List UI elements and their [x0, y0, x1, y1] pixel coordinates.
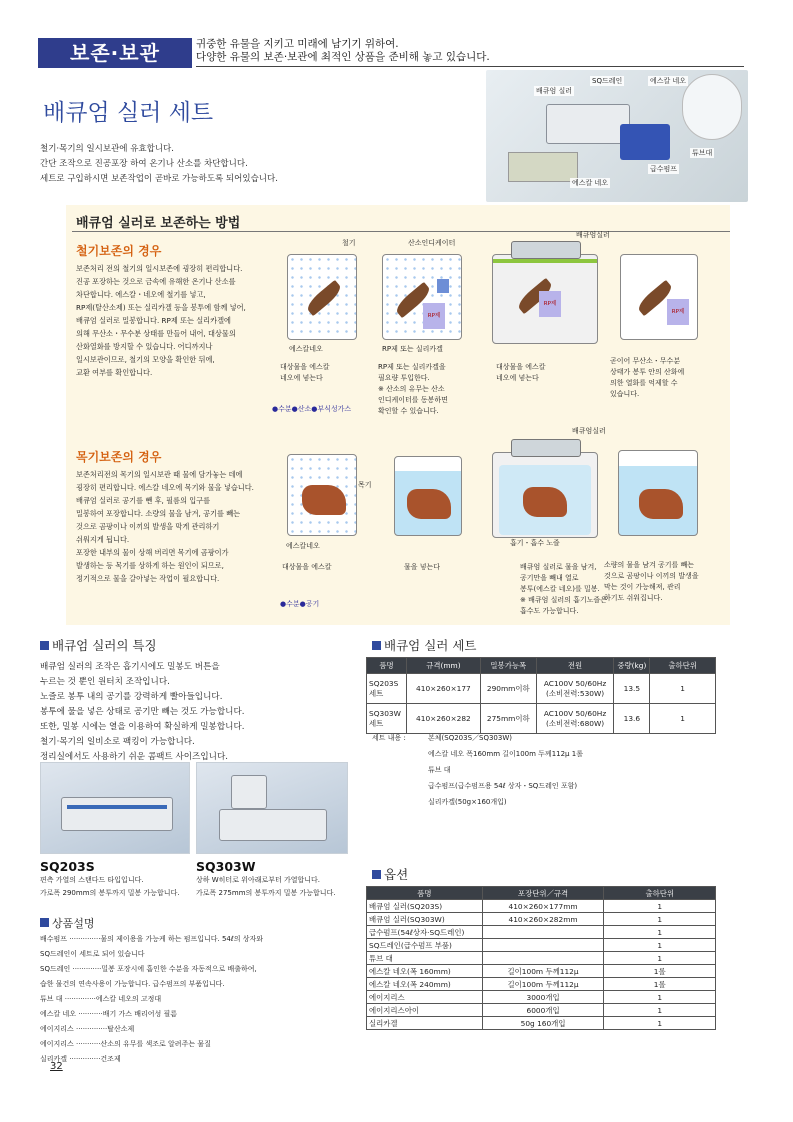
step-line: 배큐엄 실러로 물을 남겨,	[520, 563, 597, 571]
set-content-line: 실리카겔(50g×160개입)	[428, 798, 507, 806]
step-line: 있습니다.	[610, 390, 640, 398]
step-line: 봉투(에스칼 네오)를 밀봉.	[520, 585, 600, 593]
parts-heading-text: 상품설명	[52, 917, 95, 930]
rp-agent: RP제	[667, 299, 689, 325]
cell-name	[367, 674, 407, 704]
cell-item: 에이지리스아이	[367, 1004, 483, 1017]
intro-line: 철기·목기의 일시보관에 유효합니다.	[40, 144, 174, 154]
cell-item: SQ드레인(급수펌프 부품)	[367, 939, 483, 952]
label-nylon: 에스칼네오	[289, 345, 323, 353]
set-table	[366, 657, 716, 734]
set-content-line: 급수펌프(급수펌프용 54ℓ 상자・SQ드레인 포함)	[428, 782, 578, 790]
col-header: 규격(mm)	[406, 658, 480, 674]
cell-weight: 13.6	[614, 704, 650, 734]
rp-agent: RP제	[539, 291, 561, 317]
step-line: 물을 넣는다	[404, 563, 441, 571]
feature-line: 누르는 것 뿐인 원터치 조작입니다.	[40, 677, 170, 687]
cell-unit: 1	[604, 913, 716, 926]
product-desc-line: 가로폭 275mm의 봉투까지 밀봉 가능합니다.	[196, 889, 336, 897]
iron-para-line: 교환 여부를 확인합니다.	[76, 368, 153, 377]
step-line: 막는 것이 가능해져, 관리	[604, 583, 681, 591]
iron-bag-step2	[382, 254, 462, 340]
product-desc-line: 편측 가열의 스탠다드 타입입니다.	[40, 876, 144, 884]
header-desc-line: 귀중한 유물을 지키고 미래에 남기기 위하여.	[196, 38, 399, 50]
cell-spec	[482, 952, 604, 965]
feature-line: 철기·목기의 일비소로 팩킹이 가능합니다.	[40, 737, 195, 747]
sq303w-body	[219, 809, 327, 841]
product-desc-line: 가로폭 290mm의 봉투까지 밀봉 가능합니다.	[40, 889, 180, 897]
bullet-square-icon	[372, 870, 381, 879]
wood-bag-step2	[394, 456, 462, 536]
category-badge: 보존·보관	[38, 38, 192, 68]
cell-unit: 1	[604, 939, 716, 952]
col-header: 출하단위	[650, 658, 716, 674]
bullet-square-icon	[40, 918, 49, 927]
step-line: 의한 열화를 억제할 수	[610, 379, 678, 387]
cell-item: 에스칼 네오(폭 240mm)	[367, 978, 483, 991]
cell-spec: 길이100m 두께112μ	[482, 965, 604, 978]
cell-item: 실리카겔	[367, 1017, 483, 1030]
table-row	[367, 978, 716, 991]
label-indicator: 산소인디케이터	[408, 239, 456, 247]
cell-line: 세트	[369, 718, 384, 728]
set-contents-label: 세트 내용 :	[372, 734, 406, 742]
sq303w-desc	[196, 874, 336, 900]
iron-step-1	[280, 362, 330, 384]
step-line: 대상물을 에스칼	[280, 363, 330, 371]
cell-power	[536, 674, 614, 704]
wood-artifact	[407, 489, 451, 519]
wood-para-line: 쉬워지게 됩니다.	[76, 535, 130, 544]
callout-tube: 튜브대	[692, 149, 713, 157]
feature-line: 또한, 밀봉 시에는 열을 이용하여 확실하게 밀봉합니다.	[40, 722, 245, 732]
cell-unit: 1	[650, 704, 716, 734]
page-title: 배큐엄 실러 세트	[43, 100, 214, 126]
feature-line: 배큐엄 실러의 조작은 흡기시에도 밀봉도 버튼을	[40, 662, 220, 672]
iron-para-line: 배큐엄 실러로 밀봉합니다. RP제 또는 실리카겔에	[76, 316, 231, 325]
product-name: SQ203S	[40, 859, 95, 874]
options-heading-text: 옵션	[384, 867, 409, 882]
step-line: 소량의 물을 남겨 공기를 빼는	[604, 561, 695, 569]
wood-bag-step4	[618, 450, 698, 536]
step-line: 상태가 봉투 안의 산화에	[610, 368, 685, 376]
bag-illustration	[508, 152, 578, 182]
cell-line: SQ303W	[369, 708, 401, 718]
col-header: 포장단위／규격	[482, 887, 604, 900]
label-suction-nozzle: 흡기・흡수 노즐	[510, 539, 560, 547]
cell-unit: 1	[604, 926, 716, 939]
cell-item: 튜브 대	[367, 952, 483, 965]
feature-line: 정리실에서도 사용하기 쉬운 콤팩트 사이즈입니다.	[40, 752, 228, 762]
callout-nylon-2: 에스칼 네오	[572, 179, 609, 187]
wood-para-line: 포장한 내부의 물이 상해 버리면 목기에 곰팡이가	[76, 548, 229, 557]
cell-unit: 1	[604, 1004, 716, 1017]
iron-artifact	[304, 280, 344, 316]
label-nylon: 에스칼네오	[286, 542, 320, 550]
iron-step-2	[378, 362, 448, 417]
set-content-line: 본체(SQ203S／SQ303W)	[428, 734, 512, 742]
part-line: 에이지리스 ···········산소의 유무를 색조로 알려주는 물질	[40, 1040, 211, 1048]
table-row	[367, 965, 716, 978]
header-rule	[196, 66, 744, 67]
feature-line: 노즐로 봉투 내의 공기를 강력하게 빨아들입니다.	[40, 692, 223, 702]
label-sealer: 배큐엄실러	[572, 427, 606, 435]
features-heading-text: 배큐엄 실러의 특징	[52, 638, 157, 653]
wood-artifact	[302, 485, 346, 515]
sealer-wood-step3	[492, 452, 598, 538]
parts-heading	[40, 915, 95, 931]
col-header: 중량(kg)	[614, 658, 650, 674]
step-line: ※ 산소의 유무는 산소	[378, 385, 445, 393]
cell-weight: 13.5	[614, 674, 650, 704]
cell-unit: 1	[604, 900, 716, 913]
table-row	[367, 926, 716, 939]
cell-line: AC100V 50/60Hz	[543, 678, 607, 688]
wood-description	[76, 468, 254, 585]
cell-spec: 6000개입	[482, 1004, 604, 1017]
cell-unit: 1	[650, 674, 716, 704]
pump-illustration	[620, 124, 670, 160]
wood-step-4	[604, 560, 699, 604]
table-row	[367, 1004, 716, 1017]
sq203s-desc	[40, 874, 180, 900]
page-number: 32	[50, 1061, 63, 1072]
sealer-head	[511, 241, 581, 259]
iron-para-line: 일시보관이므로, 철기의 모양을 확인한 뒤에,	[76, 355, 215, 364]
set-heading	[372, 636, 476, 654]
iron-para-line: 진공 포장하는 것으로 금속에 유해한 온기나 산소를	[76, 277, 236, 286]
table-row	[367, 952, 716, 965]
header-description	[196, 38, 490, 64]
bullet-square-icon	[40, 641, 49, 650]
col-header: 품명	[367, 887, 483, 900]
how-to-title: 배큐엄 실러로 보존하는 방법	[76, 216, 241, 231]
wood-para-line: 발생하는 등 목기를 상하게 하는 원인이 되므로,	[76, 561, 224, 570]
part-line: 습한 물건의 연속사용이 가능합니다. 급수펌프의 부품입니다.	[40, 980, 225, 988]
part-line: SQ드레인이 세트로 되어 있습니다	[40, 950, 145, 958]
cell-line: (소비전력:680W)	[545, 718, 605, 728]
intro-line: 세트로 구입하시면 보존작업이 곧바로 가능하도록 되어있습니다.	[40, 174, 278, 184]
iron-description	[76, 262, 246, 379]
header-desc-line: 다양한 유물의 보존·보관에 최적인 상품을 준비해 놓고 있습니다.	[196, 51, 490, 63]
step-line: 확인할 수 있습니다.	[378, 407, 439, 415]
cell-item: 급수펌프(54ℓ상자·SQ드레인)	[367, 926, 483, 939]
cell-line: SQ203S	[369, 678, 399, 688]
iron-step-4	[610, 356, 684, 400]
step-line: 흡수도 가능합니다.	[520, 607, 579, 615]
parts-list	[40, 932, 263, 1067]
step-line: 네오에 넣는다	[280, 374, 323, 382]
features-text	[40, 660, 245, 765]
bullet-square-icon	[372, 641, 381, 650]
part-line: 에스칼 네오 ···········배기 가스 배리어성 필름	[40, 1010, 178, 1018]
table-row	[367, 1017, 716, 1030]
cell-spec: 길이100m 두께112μ	[482, 978, 604, 991]
cell-spec	[482, 926, 604, 939]
cell-line: AC100V 50/60Hz	[543, 708, 607, 718]
wood-para-line: 것으로 곰팡이나 이끼의 발생을 막게 관리하기	[76, 522, 220, 531]
table-row	[367, 939, 716, 952]
table-row	[367, 991, 716, 1004]
callout-nylon: 에스칼 네오	[650, 77, 687, 85]
cell-spec: 3000개입	[482, 991, 604, 1004]
cell-line: (소비전력:530W)	[545, 688, 605, 698]
cell-unit: 1롤	[604, 965, 716, 978]
callout-pump: 급수펌프	[650, 165, 678, 173]
iron-bag-step4	[620, 254, 698, 340]
part-line: 배수펌프 ··············물의 제이용을 가능케 하는 펌프입니다. 54ℓ의 상자와	[40, 935, 264, 943]
step-line: 하기도 쉬워집니다.	[604, 594, 663, 602]
product-desc-line: 상하 W히터로 위아래로부터 가열합니다.	[196, 876, 321, 884]
feature-line: 봉투에 물을 넣은 상태로 공기만 빼는 것도 가능합니다.	[40, 707, 245, 717]
intro-line: 간단 조작으로 진공포장 하여 온기나 산소를 차단합니다.	[40, 159, 248, 169]
iron-para-line: 산화열화를 방지할 수 있습니다. 어디까지나	[76, 342, 213, 351]
step-line: 대상물을 에스칼	[496, 363, 546, 371]
wood-para-line: 배큐엄 실러로 공기를 뺀 후, 필름의 입구를	[76, 496, 211, 505]
wood-step-1	[282, 562, 332, 573]
film-roll-illustration	[682, 74, 742, 140]
wood-artifact	[639, 489, 683, 519]
col-header: 출하단위	[604, 887, 716, 900]
sq203s-machine	[61, 797, 173, 831]
step-line: 곧이어 무산소・무수분	[610, 357, 681, 365]
sq303w-head	[231, 775, 267, 809]
col-header: 밀봉가능폭	[480, 658, 536, 674]
label-wood: 목기	[358, 481, 372, 489]
intro-text	[40, 142, 278, 187]
label-rp-silica: RP제 또는 실리카겔	[382, 345, 443, 353]
cell-item: 에스칼 네오(폭 160mm)	[367, 965, 483, 978]
wood-para-line: 정기적으로 물을 갈아넣는 작업이 필요합니다.	[76, 574, 220, 583]
cell-spec: 410×260×282mm	[482, 913, 604, 926]
cell-item: 배큐엄 실러(SQ303W)	[367, 913, 483, 926]
step-line: 공기만을 빼내 열로	[520, 574, 579, 582]
wood-artifact	[523, 487, 567, 517]
iron-para-line: 보존처리 전의 철기의 일시보존에 굉장히 편리합니다.	[76, 264, 243, 273]
cell-spec: 50g 160개입	[482, 1017, 604, 1030]
part-line: SQ드레인 ·············밀봉 포장시에 흡인한 수분을 자동적으로 배출하여,	[40, 965, 257, 973]
iron-step-3	[496, 362, 546, 384]
table-row	[367, 674, 716, 704]
sq303w-photo	[196, 762, 348, 854]
set-contents-list	[428, 730, 583, 810]
sealer-illustration	[546, 104, 630, 144]
cell-unit: 1	[604, 991, 716, 1004]
iron-bag-step1	[287, 254, 357, 340]
step-line: 인디케이터를 동봉하면	[378, 396, 448, 404]
cell-unit: 1롤	[604, 978, 716, 991]
rp-agent: RP제	[423, 303, 445, 329]
label-iron: 철기	[342, 239, 356, 247]
cell-unit: 1	[604, 1017, 716, 1030]
sealer-head	[511, 439, 581, 457]
cell-line: 세트	[369, 688, 384, 698]
iron-para-line: RP제(탈산소제) 또는 실리카겔 등을 봉투에 함께 넣어,	[76, 303, 246, 312]
table-row	[367, 900, 716, 913]
set-table-header	[367, 658, 716, 674]
col-header: 전원	[536, 658, 614, 674]
wood-step-3	[520, 562, 607, 617]
cell-width: 290mm이하	[480, 674, 536, 704]
step-line: ※ 배큐엄 실러의 흡기노즐은	[520, 596, 607, 604]
cell-unit: 1	[604, 952, 716, 965]
cell-size: 410×260×177	[406, 674, 480, 704]
seal-bar	[493, 259, 597, 263]
cell-name	[367, 704, 407, 734]
set-content-line: 에스칼 네오 폭160mm 길이100m 두께112μ 1롤	[428, 750, 583, 758]
cell-power	[536, 704, 614, 734]
step-line: 대상물을 에스칼	[282, 563, 332, 571]
iron-legend: ●수분●산소●부식성가스	[272, 405, 352, 413]
cell-width: 275mm이하	[480, 704, 536, 734]
part-line: 튜브 대 ··············에스칼 네오의 고정대	[40, 995, 162, 1003]
product-photo	[486, 70, 748, 202]
part-line: 에이지리스 ··············탈산소제	[40, 1025, 135, 1033]
cell-spec: 410×260×177mm	[482, 900, 604, 913]
sealer-step3	[492, 254, 598, 344]
wood-para-line: 밀봉하여 포장합니다. 소량의 물을 남겨, 공기를 빼는	[76, 509, 241, 518]
table-row	[367, 913, 716, 926]
wood-section-title: 목기보존의 경우	[76, 450, 162, 464]
table-row	[367, 704, 716, 734]
wood-para-line: 보존처리전의 목기의 일시보관 때 물에 담가놓는 데에	[76, 470, 243, 479]
label-sealer: 배큐엄실러	[576, 231, 610, 239]
wood-legend: ●수분●공기	[280, 600, 320, 608]
step-line: 것으로 곰팡이나 이끼의 발생을	[604, 572, 699, 580]
how-to-rule	[72, 231, 730, 232]
features-heading	[40, 636, 157, 654]
options-table	[366, 886, 716, 1030]
cell-size: 410×260×282	[406, 704, 480, 734]
cell-spec	[482, 939, 604, 952]
wood-step-2	[404, 562, 440, 573]
cell-item: 배큐엄 실러(SQ203S)	[367, 900, 483, 913]
part-line: 실리카겔 ··············건조제	[40, 1055, 121, 1063]
options-heading	[372, 865, 408, 883]
col-header: 품명	[367, 658, 407, 674]
iron-section-title: 철기보존의 경우	[76, 244, 162, 258]
iron-para-line: 의해 무산소・무수분 상태를 만들어 내어, 대상물의	[76, 329, 236, 338]
set-heading-text: 배큐엄 실러 세트	[384, 638, 477, 653]
step-line: RP제 또는 실리카겔을	[378, 363, 446, 371]
oxygen-indicator-icon	[437, 279, 449, 293]
sq203s-photo	[40, 762, 190, 854]
wood-para-line: 굉장히 편리합니다. 에스칼 네오에 목기와 물을 넣습니다.	[76, 483, 254, 492]
step-line: 네오에 넣는다	[496, 374, 539, 382]
wood-bag-step1	[287, 454, 357, 536]
options-table-header	[367, 887, 716, 900]
callout-sealer: 배큐엄 실러	[536, 87, 573, 95]
set-content-line: 튜브 대	[428, 766, 451, 774]
seal-bar	[67, 805, 167, 809]
cell-item: 에이지리스	[367, 991, 483, 1004]
callout-sq-drain: SQ드레인	[592, 77, 623, 85]
iron-para-line: 차단합니다. 에스칼・네오에 철기를 넣고,	[76, 290, 206, 299]
product-name: SQ303W	[196, 859, 256, 874]
step-line: 필요량 투입한다.	[378, 374, 430, 382]
